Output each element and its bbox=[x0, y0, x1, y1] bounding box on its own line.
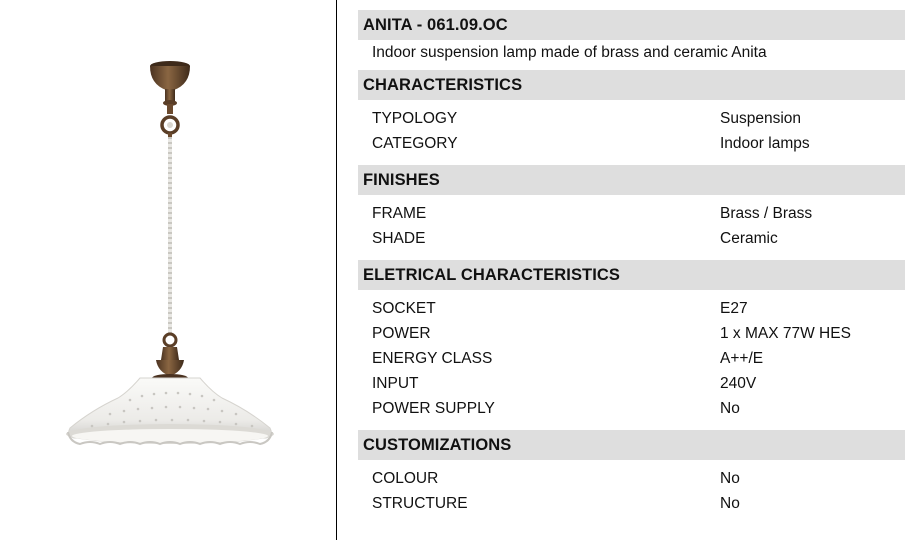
ceramic-shade bbox=[66, 378, 274, 444]
ceiling-canopy bbox=[150, 61, 190, 114]
section-heading: ELETRICAL CHARACTERISTICS bbox=[358, 260, 905, 290]
spec-row bbox=[358, 131, 905, 156]
spec-label: POWER bbox=[372, 325, 431, 342]
spec-label: SOCKET bbox=[372, 300, 436, 317]
product-title: ANITA - 061.09.OC bbox=[358, 10, 905, 40]
spec-section bbox=[358, 165, 905, 260]
spec-label: SHADE bbox=[372, 230, 426, 247]
spec-label: POWER SUPPLY bbox=[372, 400, 495, 417]
spec-label: STRUCTURE bbox=[372, 495, 468, 512]
lamp-illustration bbox=[0, 0, 336, 540]
spec-value: No bbox=[720, 495, 740, 512]
section-heading: CUSTOMIZATIONS bbox=[358, 430, 905, 460]
spec-row bbox=[358, 321, 905, 346]
spec-value: E27 bbox=[720, 300, 748, 317]
spec-row bbox=[358, 226, 905, 251]
product-description: Indoor suspension lamp made of brass and ceramic Anita bbox=[372, 44, 767, 61]
section-heading: CHARACTERISTICS bbox=[358, 70, 905, 100]
spec-section bbox=[358, 430, 905, 525]
spec-sections bbox=[358, 70, 905, 525]
spec-section bbox=[358, 260, 905, 430]
spec-value: Indoor lamps bbox=[720, 135, 810, 152]
spec-row bbox=[358, 466, 905, 491]
spec-label: CATEGORY bbox=[372, 135, 458, 152]
spec-section bbox=[358, 70, 905, 165]
spec-row bbox=[358, 201, 905, 226]
section-heading: FINISHES bbox=[358, 165, 905, 195]
spec-rows bbox=[358, 290, 905, 430]
spec-row bbox=[358, 346, 905, 371]
spec-row bbox=[358, 371, 905, 396]
spec-value: 240V bbox=[720, 375, 757, 392]
hook-ring bbox=[162, 117, 178, 137]
spec-label: COLOUR bbox=[372, 470, 439, 487]
vertical-divider bbox=[336, 0, 337, 540]
spec-value: Ceramic bbox=[720, 230, 778, 247]
spec-label: INPUT bbox=[372, 375, 419, 392]
spec-value: No bbox=[720, 470, 740, 487]
spec-row bbox=[358, 396, 905, 421]
spec-row bbox=[358, 491, 905, 516]
spec-rows bbox=[358, 460, 905, 525]
spec-row bbox=[358, 296, 905, 321]
spec-value: No bbox=[720, 400, 740, 417]
spec-row bbox=[358, 106, 905, 131]
spec-value: A++/E bbox=[720, 350, 764, 367]
spec-value: Suspension bbox=[720, 110, 802, 127]
spec-value: Brass / Brass bbox=[720, 205, 813, 222]
spec-sheet bbox=[358, 10, 905, 525]
spec-rows bbox=[358, 100, 905, 165]
socket-holder bbox=[152, 334, 188, 382]
spec-rows bbox=[358, 195, 905, 260]
spec-label: ENERGY CLASS bbox=[372, 350, 493, 367]
product-image-panel bbox=[0, 0, 336, 540]
spec-value: 1 x MAX 77W HES bbox=[720, 325, 851, 342]
spec-label: FRAME bbox=[372, 205, 427, 222]
spec-label: TYPOLOGY bbox=[372, 110, 458, 127]
